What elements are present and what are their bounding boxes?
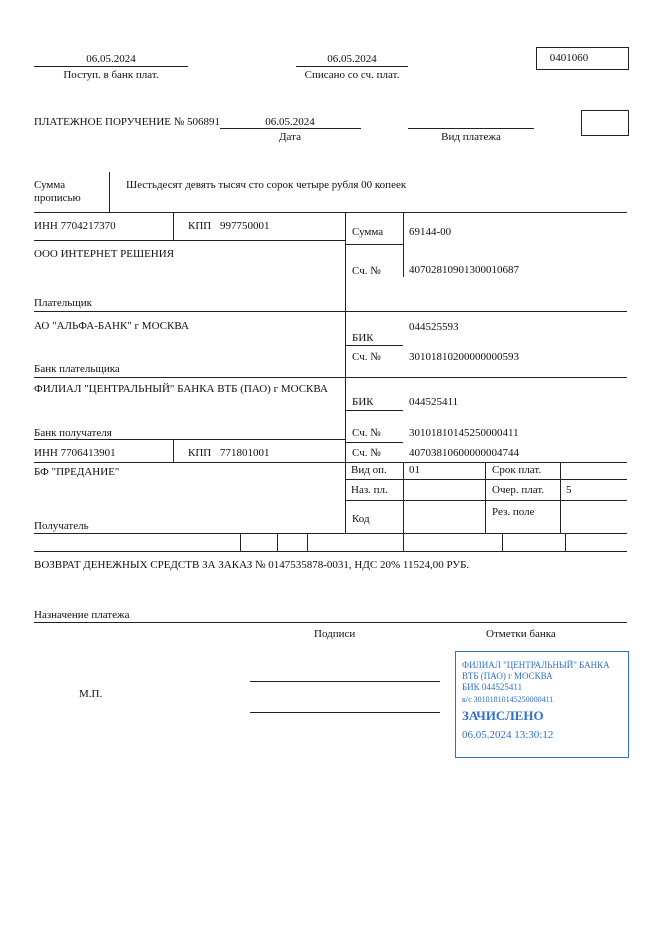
payment-type-box [581, 110, 629, 136]
amount-words-label-2: прописью [34, 192, 81, 204]
divider [345, 410, 403, 411]
queue: 5 [566, 484, 572, 496]
queue-label: Очер. плат. [492, 484, 545, 496]
divider [560, 462, 561, 533]
recipient-bank-account: 30101810145250000411 [409, 427, 519, 439]
recipient-kpp: 771801001 [220, 447, 270, 459]
divider [403, 462, 404, 533]
divider [345, 244, 403, 245]
payer-account: 40702810901300010687 [409, 264, 519, 276]
divider [345, 479, 627, 480]
divider [240, 533, 241, 551]
recipient-account-label: Сч. № [352, 447, 381, 459]
divider [34, 240, 345, 241]
payer-bank-bik: 044525593 [409, 321, 459, 333]
stamp-line-3: БИК 044525411 [462, 682, 523, 692]
divider [173, 212, 174, 240]
debited-label: Списано со сч. плат. [304, 69, 400, 81]
op-type-label: Вид оп. [351, 464, 387, 476]
recipient-bank-bik-label: БИК [352, 396, 374, 408]
payer-label: Плательщик [34, 297, 92, 309]
sum-value: 69144-00 [409, 226, 452, 238]
debited-date: 06.05.2024 [327, 53, 377, 65]
divider [34, 551, 627, 552]
form-code: 0401060 [549, 52, 589, 64]
seal-label: М.П. [79, 688, 103, 700]
divider [296, 66, 408, 67]
sum-label: Сумма [352, 226, 384, 238]
recipient-bank-bik: 044525411 [409, 396, 459, 408]
divider [34, 377, 627, 378]
bank-stamp [455, 651, 629, 758]
divider [277, 533, 278, 551]
divider [408, 128, 534, 129]
payer-name: ООО ИНТЕРНЕТ РЕШЕНИЯ [34, 248, 175, 260]
order-date-label: Дата [279, 131, 301, 143]
payer-kpp: 997750001 [220, 220, 270, 232]
divider [34, 66, 188, 67]
recipient-label: Получатель [34, 520, 89, 532]
divider [34, 212, 627, 213]
divider [34, 533, 627, 534]
divider [403, 533, 404, 551]
recipient-account: 40703810600000004744 [409, 447, 519, 459]
amount-words-label: Сумма [34, 179, 66, 191]
divider [220, 128, 361, 129]
divider [403, 212, 404, 277]
divider [34, 311, 627, 312]
payment-type-label: Вид платежа [441, 131, 501, 143]
signature-line [250, 681, 440, 682]
recipient-bank-label: Банк получателя [34, 427, 112, 439]
divider [565, 533, 566, 551]
divider [485, 462, 486, 533]
divider [109, 172, 110, 212]
divider [345, 500, 627, 501]
stamp-line-4: к/с 30101810145250000411 [462, 695, 554, 704]
payer-bank-label: Банк плательщика [34, 363, 120, 375]
payer-bank-account-label: Сч. № [352, 351, 381, 363]
payer-kpp-label: КПП [188, 220, 212, 232]
code-label: Код [352, 513, 370, 525]
payer-bank-name: АО "АЛЬФА-БАНК" г МОСКВА [34, 320, 189, 332]
amount-words: Шестьдесят девять тысяч сто сорок четыре рубля 00 копеек [126, 179, 407, 191]
divider [345, 442, 403, 443]
signature-line [250, 712, 440, 713]
purpose-label: Назначение платежа [34, 609, 130, 621]
divider [34, 462, 627, 463]
stamp-status: ЗАЧИСЛЕНО [462, 708, 544, 723]
recipient-inn: ИНН 7706413901 [34, 447, 116, 459]
recipient-kpp-label: КПП [188, 447, 212, 459]
recipient-bank-account-label: Сч. № [352, 427, 381, 439]
recipient-bank-name: ФИЛИАЛ "ЦЕНТРАЛЬНЫЙ" БАНКА ВТБ (ПАО) г МОСКВА [34, 383, 328, 395]
stamp-line-1: ФИЛИАЛ "ЦЕНТРАЛЬНЫЙ" БАНКА [462, 660, 610, 670]
divider [307, 533, 308, 551]
divider [173, 439, 174, 462]
recipient-name: БФ "ПРЕДАНИЕ" [34, 466, 120, 478]
payer-inn: ИНН 7704217370 [34, 220, 116, 232]
payer-account-label: Сч. № [352, 265, 381, 277]
op-type: 01 [409, 464, 420, 476]
payer-bank-account: 30101810200000000593 [409, 351, 519, 363]
stamp-datetime: 06.05.2024 13:30:12 [462, 729, 554, 741]
stamp-line-2: ВТБ (ПАО) г МОСКВА [462, 671, 553, 681]
bank-marks-label: Отметки банка [486, 628, 556, 640]
received-label: Поступ. в банк плат. [63, 69, 159, 81]
purpose-text: ВОЗВРАТ ДЕНЕЖНЫХ СРЕДСТВ ЗА ЗАКАЗ № 0147535878-0031, НДС 20% 11524,00 РУБ. [34, 559, 470, 571]
order-date: 06.05.2024 [265, 116, 315, 128]
divider [345, 212, 346, 533]
signatures-label: Подписи [314, 628, 356, 640]
reserve-label: Рез. поле [492, 506, 535, 518]
divider [345, 345, 403, 346]
purpose-code-label: Наз. пл. [351, 484, 388, 496]
divider [502, 533, 503, 551]
divider [34, 622, 627, 623]
payer-bank-bik-label: БИК [352, 332, 374, 344]
term-label: Срок плат. [492, 464, 542, 476]
received-date: 06.05.2024 [86, 53, 136, 65]
order-title: ПЛАТЕЖНОЕ ПОРУЧЕНИЕ № 506891 [34, 116, 221, 128]
